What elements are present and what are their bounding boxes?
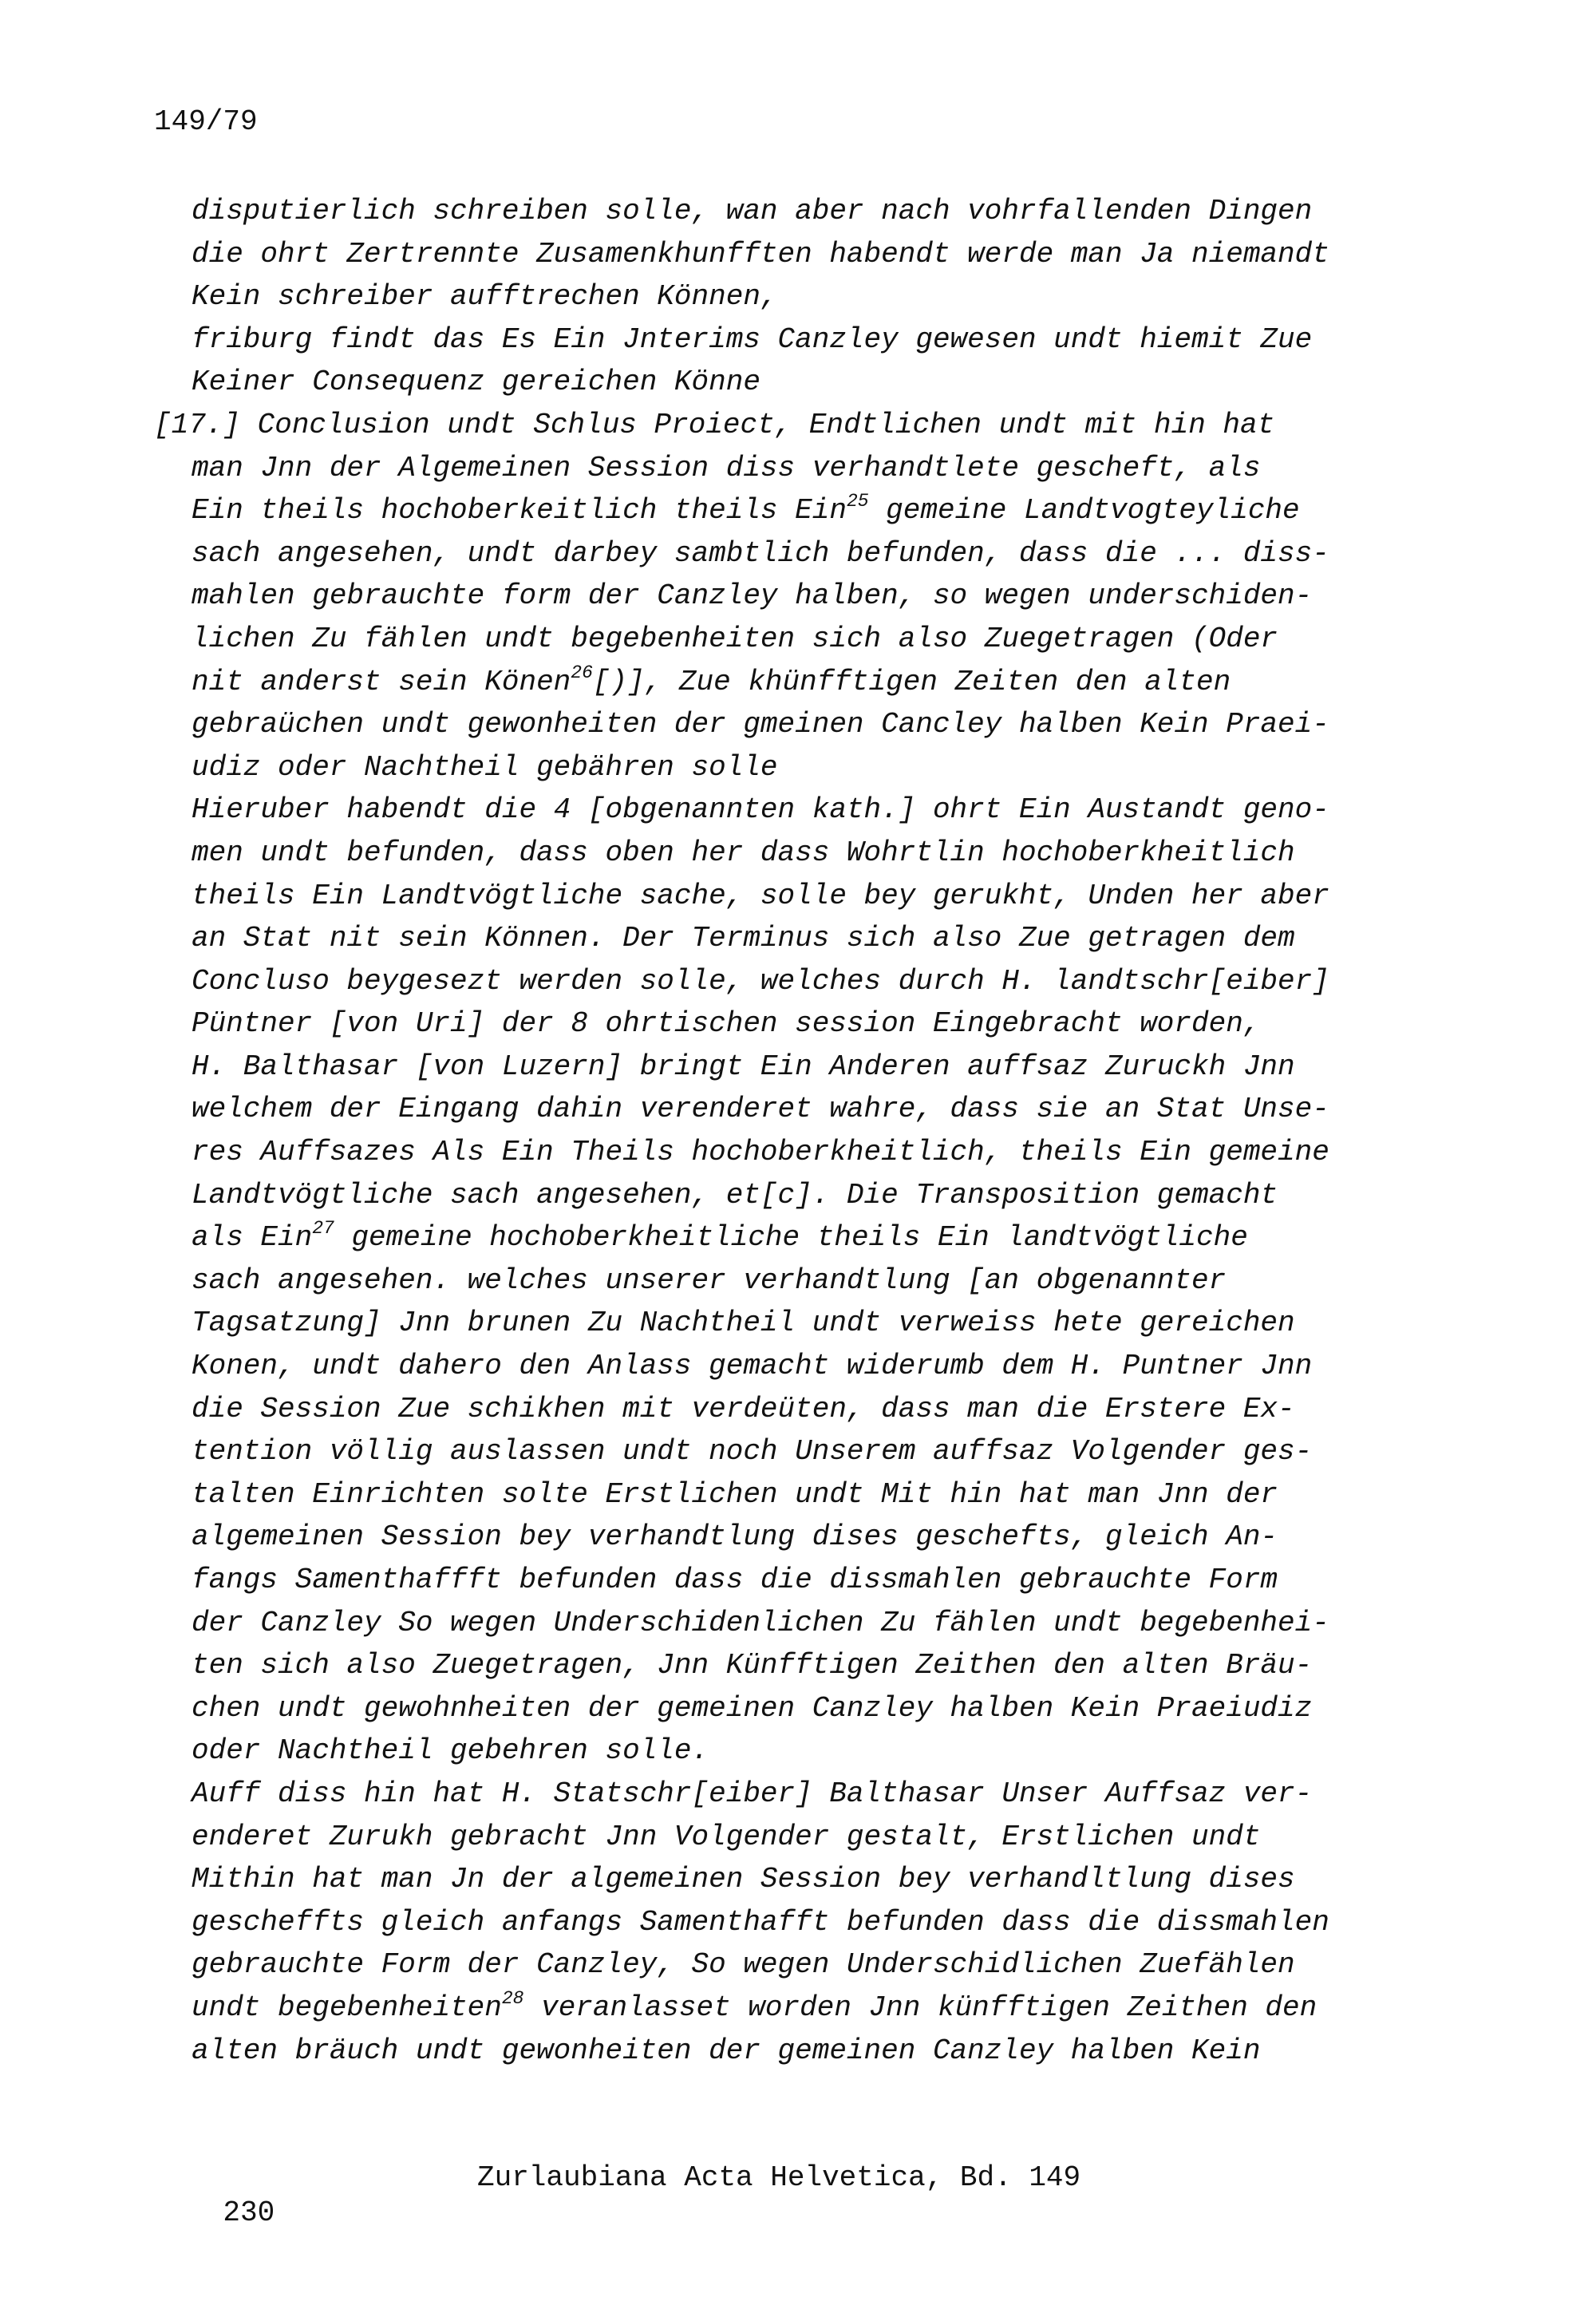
page-reference: 149/79 — [154, 105, 258, 138]
text-line: disputierlich schreiben solle, wan aber nach vohrfallenden Dingen — [192, 195, 1313, 227]
footnote-marker: 26 — [571, 662, 593, 683]
page-footer — [154, 2161, 1081, 2301]
text-line: man Jnn der Algemeinen Session diss verhandtlete gescheft, als — [192, 451, 1261, 484]
text-line: ten sich also Zuegetragen, Jnn Künfftigen Zeithen den alten Bräu- — [192, 1649, 1313, 1682]
text-line: oder Nachtheil gebehren solle. — [192, 1734, 709, 1768]
text-line: der Canzley So wegen Underschidenlichen Zu fählen undt begebenhei- — [192, 1606, 1329, 1639]
text-line: friburg findt das Es Ein Jnterims Canzley gewesen undt hiemit Zue — [192, 322, 1313, 356]
text-line: an Stat nit sein Können. Der Terminus sich also Zue getragen dem — [192, 922, 1295, 955]
text-line: talten Einrichten solte Erstlichen undt Mit hin hat man Jnn der — [192, 1477, 1278, 1511]
text-line: alten bräuch undt gewonheiten der gemeinen Canzley halben Kein — [192, 2034, 1261, 2067]
text-line: men undt befunden, dass oben her dass Wohrtlin hochoberkheitlich — [192, 836, 1295, 869]
publication-title: Zurlaubiana Acta Helvetica, Bd. 149 — [477, 2161, 1081, 2194]
text-line: gebrauchte Form der Canzley, So wegen Underschidlichen Zuefählen — [192, 1948, 1295, 1982]
text-line: Keiner Consequenz gereichen Könne — [192, 366, 760, 399]
line-segment: nit anderst sein Könen — [192, 665, 571, 698]
text-line: Tagsatzung] Jnn brunen Zu Nachtheil undt verweiss hete gereichen — [192, 1307, 1295, 1340]
text-line: enderet Zurukh gebracht Jnn Volgender gestalt, Erstlichen undt — [192, 1820, 1261, 1853]
body-text — [154, 190, 1399, 2072]
text-line: die ohrt Zertrennte Zusamenkhunfften habendt werde man Ja niemandt — [192, 237, 1329, 271]
text-line: Hieruber habendt die 4 [obgenannten kath.] ohrt Ein Austandt geno- — [192, 793, 1329, 827]
page-number: 230 — [223, 2196, 275, 2229]
line-segment: Ein theils hochoberkeitlich theils Ein — [192, 494, 847, 528]
text-line: welchem der Eingang dahin verenderet wahre, dass sie an Stat Unse- — [192, 1093, 1329, 1126]
text-line: algemeinen Session bey verhandtlung dises geschefts, gleich An- — [192, 1520, 1278, 1554]
line-segment: [)], Zue khünfftigen Zeiten den alten — [592, 665, 1231, 698]
text-line: gebraüchen undt gewonheiten der gmeinen Cancley halben Kein Praei- — [192, 708, 1329, 741]
text-line: gescheffts gleich anfangs Samenthafft befunden dass die dissmahlen — [192, 1905, 1329, 1939]
text-line: theils Ein Landtvögtliche sache, solle bey gerukht, Unden her aber — [192, 879, 1329, 912]
footnote-marker: 28 — [501, 1987, 524, 2009]
text-line — [154, 1987, 1399, 2030]
text-line: Concluso beygesezt werden solle, welches durch H. landtschr[eiber] — [192, 964, 1329, 998]
footnote-marker: 27 — [312, 1218, 334, 1239]
text-line — [154, 661, 1399, 704]
line-segment: als Ein — [192, 1221, 313, 1255]
text-line: Kein schreiber aufftrechen Können, — [192, 280, 778, 314]
text-line: Auff diss hin hat H. Statschr[eiber] Balthasar Unser Auffsaz ver- — [192, 1777, 1313, 1810]
text-line: udiz oder Nachtheil gebähren solle — [192, 750, 778, 784]
text-line: lichen Zu fählen undt begebenheiten sich also Zuegetragen (Oder — [192, 622, 1278, 655]
text-line: sach angesehen. welches unserer verhandtlung [an obgenannter — [192, 1263, 1227, 1297]
text-line: sach angesehen, undt darbey sambtlich befunden, dass die ... diss- — [192, 536, 1329, 570]
text-line: H. Balthasar [von Luzern] bringt Ein Anderen auffsaz Zuruckh Jnn — [192, 1050, 1295, 1083]
text-line: die Session Zue schikhen mit verdeüten, dass man die Erstere Ex- — [192, 1392, 1295, 1425]
text-line: Konen, undt dahero den Anlass gemacht widerumb dem H. Puntner Jnn — [192, 1350, 1313, 1383]
text-line: fangs Samenthaffft befunden dass die dissmahlen gebrauchte Form — [192, 1564, 1278, 1596]
line-segment: gemeine Landtvogteyliche — [868, 494, 1300, 528]
text-line: mahlen gebrauchte form der Canzley halben, so wegen underschiden- — [192, 579, 1313, 613]
text-line: Mithin hat man Jn der algemeinen Session bey verhandltlung dises — [192, 1863, 1295, 1896]
line-segment: gemeine hochoberkheitliche theils Ein landtvögtliche — [334, 1221, 1248, 1255]
line-segment: veranlasset worden Jnn künfftigen Zeithen den — [523, 1991, 1317, 2024]
text-line: Püntner [von Uri] der 8 ohrtischen session Eingebracht worden, — [192, 1007, 1261, 1041]
text-line: chen undt gewohnheiten der gemeinen Canzley halben Kein Praeiudiz — [192, 1691, 1313, 1725]
footnote-marker: 25 — [846, 491, 869, 512]
text-line: res Auffsazes Als Ein Theils hochoberkheitlich, theils Ein gemeine — [192, 1136, 1329, 1169]
line-segment: undt begebenheiten — [192, 1991, 502, 2024]
text-line — [154, 489, 1399, 532]
section-heading-line: [17.] Conclusion undt Schlus Proiect, Endtlichen undt mit hin hat — [154, 408, 1275, 441]
text-line — [154, 1216, 1399, 1259]
text-line: Landtvögtliche sach angesehen, et[c]. Die Transposition gemacht — [192, 1178, 1278, 1212]
text-line: tention völlig auslassen undt noch Unserem auffsaz Volgender ges- — [192, 1435, 1313, 1469]
